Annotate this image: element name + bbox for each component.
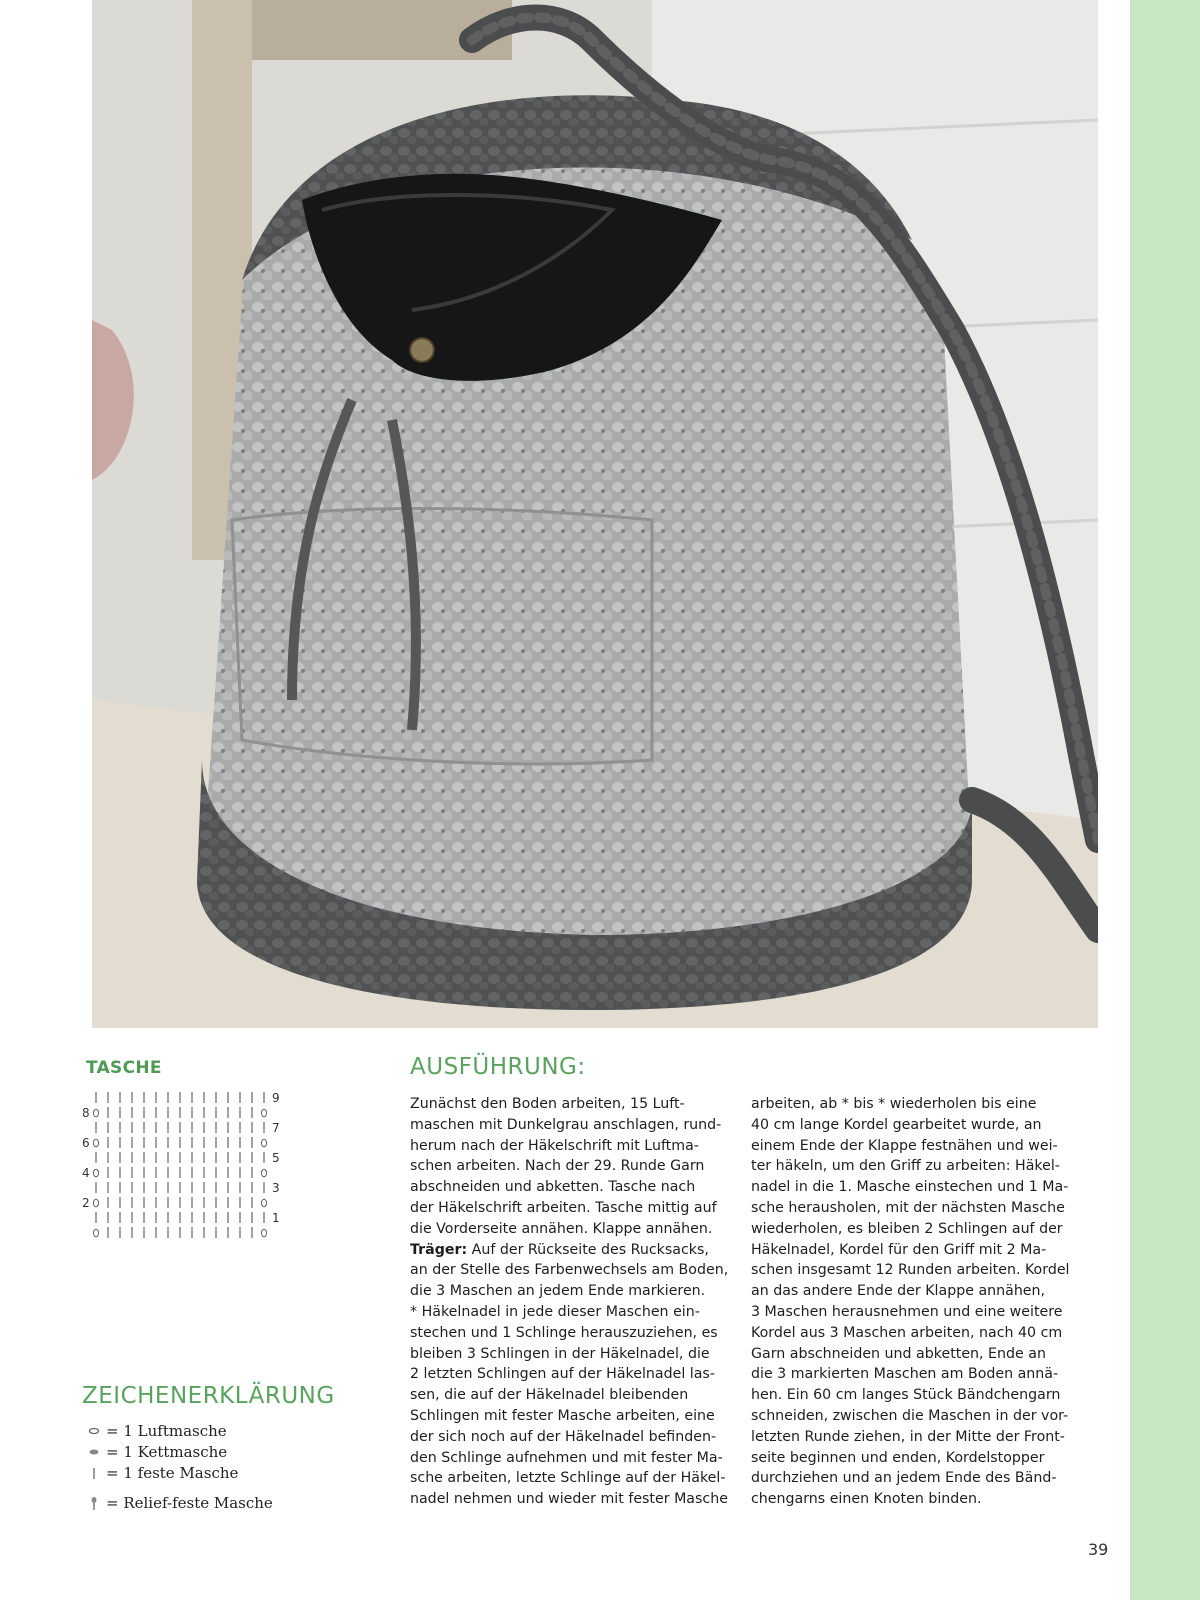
legend [84, 1420, 344, 1513]
text-line: an der Stelle des Farbenwechsels am Boden, [410, 1262, 729, 1279]
text-line: Garn abschneiden und abketten, Ende an [751, 1345, 1046, 1362]
text-line: die 3 Maschen an jedem Ende markieren. [410, 1283, 706, 1300]
chart-title: TASCHE [86, 1058, 162, 1078]
instructions-column-2 [751, 1094, 1071, 1510]
page-number: 39 [1088, 1540, 1109, 1559]
text-line: 40 cm lange Kordel gearbeitet wurde, an [751, 1116, 1042, 1133]
legend-label: = Relief-feste Masche [106, 1493, 273, 1512]
text-line: schen arbeiten. Nach der 29. Runde Garn [410, 1158, 705, 1175]
text-line: nadel nehmen und wieder mit fester Masche [410, 1491, 728, 1508]
text-line: schen insgesamt 12 Runden arbeiten. Kordel [751, 1262, 1070, 1279]
traeger-label: Träger: [410, 1241, 468, 1258]
row-number-right: 5 [272, 1151, 280, 1165]
text-line: der Häkelschrift arbeiten. Tasche mittig auf [410, 1199, 717, 1216]
turning-chain-mark [93, 1199, 98, 1207]
single-crochet-icon [84, 1466, 104, 1480]
turning-chain-mark [93, 1109, 98, 1117]
text-line: den Schlinge aufnehmen und mit fester Ma- [410, 1449, 723, 1466]
text-line: letzten Runde ziehen, in der Mitte der Front- [751, 1428, 1065, 1445]
row-number-right: 3 [272, 1181, 280, 1195]
turning-chain-mark [261, 1109, 266, 1117]
instructions-column-1 [410, 1094, 730, 1510]
text-line: herum nach der Häkelschrift mit Luftma- [410, 1137, 699, 1154]
row-number-left: 4 [82, 1166, 90, 1180]
text-line: Schlingen mit fester Masche arbeiten, eine [410, 1407, 715, 1424]
text-line: an das andere Ende der Klappe annähen, [751, 1283, 1046, 1300]
text-line: sche herausholen, mit der nächsten Masche [751, 1199, 1065, 1216]
text-line: * Häkelnadel in jede dieser Maschen ein- [410, 1303, 700, 1320]
row-number-left: 2 [82, 1196, 90, 1210]
text-line: sche arbeiten, letzte Schlinge auf der Häkel- [410, 1470, 726, 1487]
row-number-left: 6 [82, 1136, 90, 1150]
row-number-right: 9 [272, 1091, 280, 1105]
legend-label: = 1 feste Masche [106, 1463, 239, 1482]
text-line: stechen und 1 Schlinge herauszuziehen, es [410, 1324, 718, 1341]
text-line: arbeiten, ab * bis * wiederholen bis eine [751, 1096, 1037, 1112]
text-line: schneiden, zwischen die Maschen in der vor- [751, 1407, 1069, 1424]
row-number-right: 7 [272, 1121, 280, 1135]
chain-stitch-icon [84, 1427, 104, 1435]
text-line: wiederholen, es bleiben 2 Schlingen auf der [751, 1220, 1063, 1237]
text-line: einem Ende der Klappe festnähen und wei- [751, 1137, 1058, 1154]
row-number-right: 1 [272, 1211, 280, 1225]
slip-stitch-icon [84, 1448, 104, 1456]
text-line: 2 letzten Schlingen auf der Häkelnadel las- [410, 1366, 715, 1383]
turning-chain-mark [93, 1169, 98, 1177]
legend-row-slip [84, 1441, 344, 1462]
turning-chain-mark [261, 1139, 266, 1147]
instructions-heading: AUSFÜHRUNG: [410, 1054, 586, 1080]
text-line: maschen mit Dunkelgrau anschlagen, rund- [410, 1116, 722, 1133]
text-line: Häkelnadel, Kordel für den Griff mit 2 Ma- [751, 1241, 1047, 1258]
text-line: bleiben 3 Schlingen in der Häkelnadel, die [410, 1345, 710, 1362]
crochet-chart [78, 1088, 298, 1238]
legend-title: ZEICHENERKLÄRUNG [82, 1383, 335, 1409]
turning-chain-mark [93, 1139, 98, 1147]
row-number-left: 8 [82, 1106, 90, 1120]
relief-stitch-icon [84, 1495, 104, 1511]
text-line: 3 Maschen herausnehmen und eine weitere [751, 1303, 1063, 1320]
text-line: Kordel aus 3 Maschen arbeiten, nach 40 cm [751, 1324, 1063, 1341]
text-line: durchziehen und an jedem Ende des Bänd- [751, 1470, 1057, 1487]
legend-label: = 1 Luftmasche [106, 1421, 227, 1440]
turning-chain-mark [93, 1229, 98, 1237]
text-line: chengarns einen Knoten binden. [751, 1491, 982, 1508]
side-color-band [1130, 0, 1200, 1600]
text-line: abschneiden und abketten. Tasche nach [410, 1179, 696, 1196]
legend-row-chain [84, 1420, 344, 1441]
legend-row-single [84, 1462, 344, 1483]
text-line: seite beginnen und enden, Kordelstopper [751, 1449, 1045, 1466]
text-line: die 3 markierten Maschen am Boden annä- [751, 1366, 1059, 1383]
traeger-first-text: Auf der Rückseite des Rucksacks, [467, 1241, 709, 1258]
legend-row-relief [84, 1492, 344, 1513]
turning-chain-mark [261, 1229, 266, 1237]
text-line: ter häkeln, um den Griff zu arbeiten: Häkel- [751, 1158, 1060, 1175]
text-line: nadel in die 1. Masche einstechen und 1 Ma- [751, 1179, 1069, 1196]
traeger-line [410, 1240, 730, 1261]
text-line: die Vorderseite annähen. Klappe annähen. [410, 1220, 713, 1237]
text-line: sen, die auf der Häkelnadel bleibenden [410, 1387, 689, 1404]
turning-chain-mark [261, 1169, 266, 1177]
text-line: hen. Ein 60 cm langes Stück Bändchengarn [751, 1387, 1061, 1404]
turning-chain-mark [261, 1199, 266, 1207]
legend-label: = 1 Kettmasche [106, 1442, 228, 1461]
text-line: Zunächst den Boden arbeiten, 15 Luft- [410, 1096, 685, 1112]
text-line: der sich noch auf der Häkelnadel befinden- [410, 1428, 717, 1445]
product-photo [92, 0, 1098, 1028]
